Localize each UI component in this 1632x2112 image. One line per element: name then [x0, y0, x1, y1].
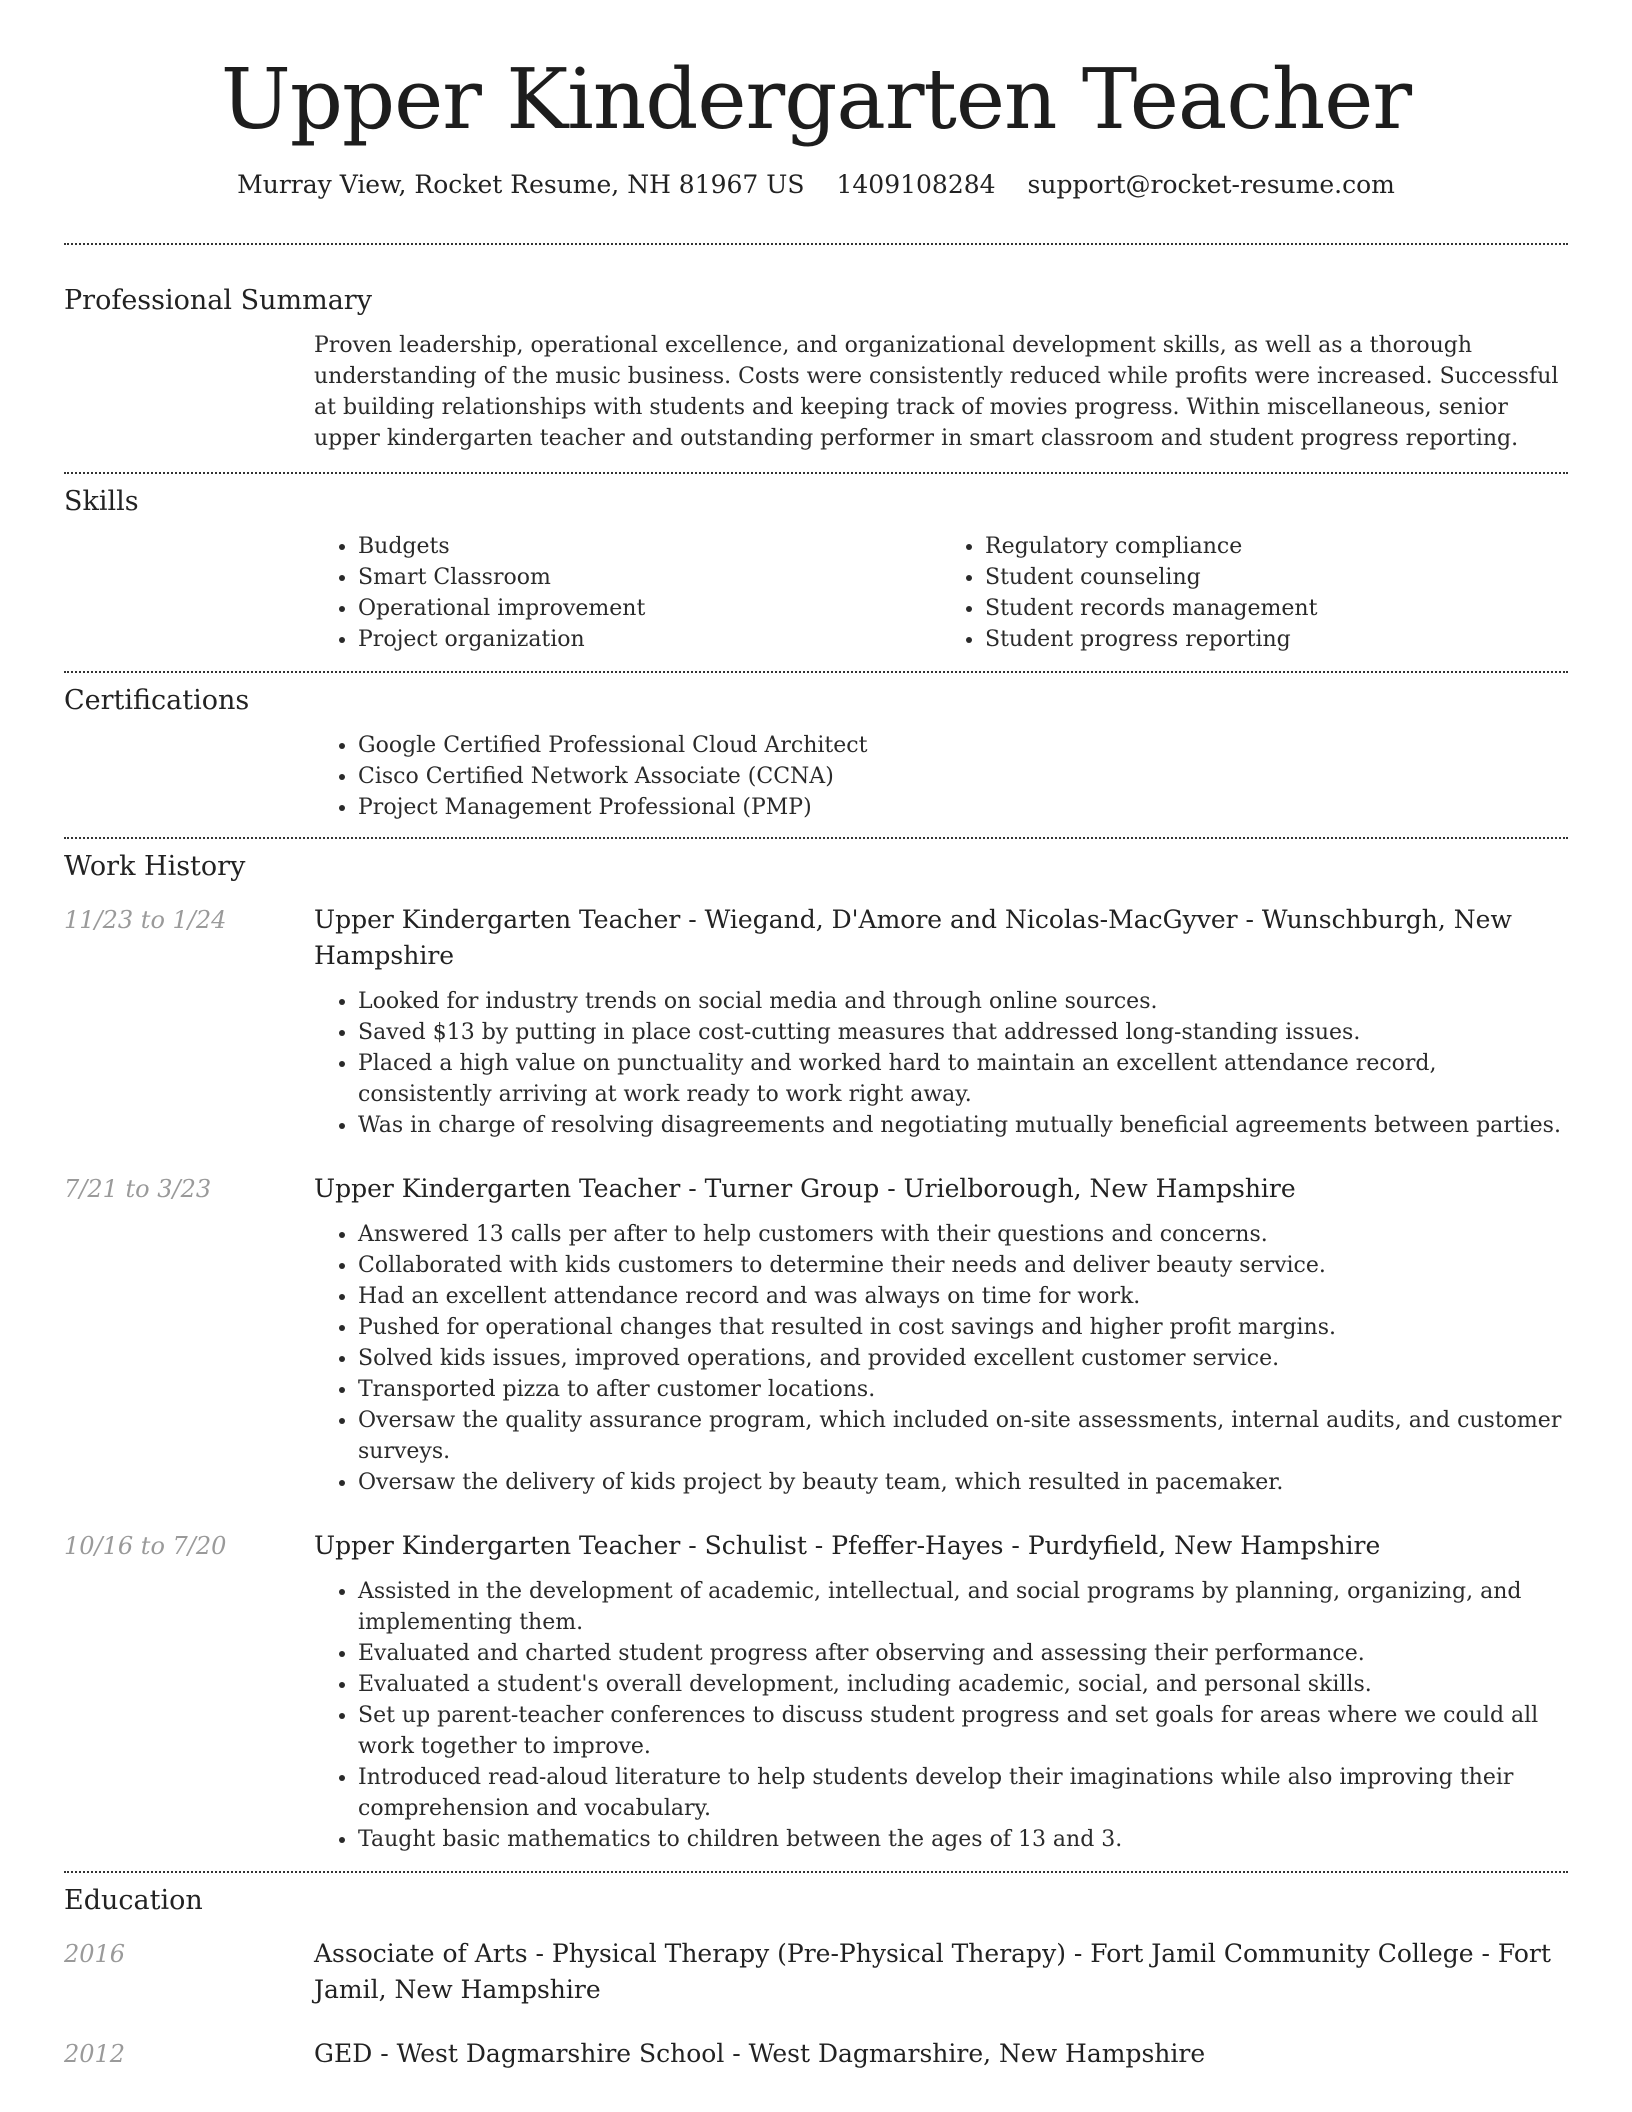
contact-email[interactable]: support@rocket-resume.com [1027, 170, 1395, 199]
work-date: 11/23 to 1/24 [64, 906, 227, 934]
skills-section [0, 474, 1632, 655]
work-bullet: • Answered 13 calls per after to help customers with their questions and concerns. [358, 1219, 1568, 1250]
education-entry [64, 1936, 1568, 2020]
work-entry [64, 1171, 1568, 1498]
work-title: Upper Kindergarten Teacher - Turner Group - Urielborough, New Hampshire [314, 1174, 1296, 1203]
education-title: Associate of Arts - Physical Therapy (Pre-Physical Therapy) - Fort Jamil Community College - Fort Jamil, New Hampshire [314, 1939, 1551, 2004]
skill-item: • Operational improvement [358, 593, 941, 624]
skill-item: • Project organization [358, 624, 941, 655]
section-title-certifications: Certifications [64, 685, 250, 716]
certification-item: • Google Certified Professional Cloud Architect [358, 730, 1568, 761]
education-section [0, 1873, 1632, 2084]
skill-item: • Regulatory compliance [985, 531, 1568, 562]
work-bullet: • Set up parent-teacher conferences to discuss student progress and set goals for areas where we could all work together to improve. [358, 1700, 1568, 1762]
work-bullets [314, 986, 1568, 1141]
work-bullet: • Saved $13 by putting in place cost-cutting measures that addressed long-standing issues. [358, 1017, 1568, 1048]
summary-section [0, 245, 1632, 454]
skill-item: • Student progress reporting [985, 624, 1568, 655]
work-bullet: • Was in charge of resolving disagreements and negotiating mutually beneficial agreements between parties. [358, 1110, 1568, 1141]
work-history-section [0, 839, 1632, 1855]
work-entry [64, 1528, 1568, 1855]
work-bullet: • Assisted in the development of academic, intellectual, and social programs by planning, organizing, and implementing them. [358, 1576, 1568, 1638]
section-title-summary: Professional Summary [64, 285, 372, 316]
certification-item: • Cisco Certified Network Associate (CCNA) [358, 761, 1568, 792]
summary-text: Proven leadership, operational excellence, and organizational development skills, as well as a thorough understanding of the music business. Costs were consistently reduced while profits were increased. Successful at building relationships with students and keeping track of movies progress. Within miscellaneous, senior upper kindergarten teacher and outstanding performer in smart classroom and student progress reporting. [314, 333, 1559, 451]
skill-item: • Student counseling [985, 562, 1568, 593]
skills-list-left [314, 531, 941, 655]
certification-item: • Project Management Professional (PMP) [358, 792, 1568, 823]
skill-item: • Budgets [358, 531, 941, 562]
skills-list-right [941, 531, 1568, 655]
skills-columns [314, 531, 1568, 655]
work-bullet: • Oversaw the quality assurance program, which included on-site assessments, internal audits, and customer surveys. [358, 1405, 1568, 1467]
work-bullet: • Taught basic mathematics to children between the ages of 13 and 3. [358, 1824, 1568, 1855]
contact-line [0, 170, 1632, 199]
work-date: 7/21 to 3/23 [64, 1175, 212, 1203]
certifications-section [0, 673, 1632, 823]
work-date: 10/16 to 7/20 [64, 1532, 227, 1560]
education-date: 2012 [64, 2040, 126, 2068]
education-entry [64, 2036, 1568, 2084]
skill-item: • Student records management [985, 593, 1568, 624]
contact-address: Murray View, Rocket Resume, NH 81967 US [237, 170, 805, 199]
candidate-name: Upper Kindergarten Teacher [220, 51, 1412, 148]
work-bullets [314, 1576, 1568, 1855]
section-title-work: Work History [64, 851, 246, 882]
work-bullet: • Evaluated and charted student progress after observing and assessing their performance. [358, 1638, 1568, 1669]
skill-item: • Smart Classroom [358, 562, 941, 593]
work-bullet: • Evaluated a student's overall development, including academic, social, and personal skills. [358, 1669, 1568, 1700]
contact-phone: 1409108284 [836, 170, 996, 199]
work-bullet: • Had an excellent attendance record and was always on time for work. [358, 1281, 1568, 1312]
work-bullet: • Transported pizza to after customer locations. [358, 1374, 1568, 1405]
section-title-skills: Skills [64, 486, 139, 517]
work-title: Upper Kindergarten Teacher - Schulist - Pfeffer-Hayes - Purdyfield, New Hampshire [314, 1531, 1381, 1560]
resume-header [0, 0, 1632, 199]
work-entry [64, 902, 1568, 1141]
certifications-list [314, 730, 1568, 823]
work-title: Upper Kindergarten Teacher - Wiegand, D'Amore and Nicolas-MacGyver - Wunschburgh, New Hampshire [314, 905, 1512, 970]
work-bullet: • Placed a high value on punctuality and worked hard to maintain an excellent attendance record, consistently arriving at work ready to work right away. [358, 1048, 1568, 1110]
work-bullet: • Collaborated with kids customers to determine their needs and deliver beauty service. [358, 1250, 1568, 1281]
section-title-education: Education [64, 1885, 203, 1916]
work-bullet: • Looked for industry trends on social media and through online sources. [358, 986, 1568, 1017]
education-date: 2016 [64, 1940, 126, 1968]
work-bullets [314, 1219, 1568, 1498]
work-bullet: • Introduced read-aloud literature to help students develop their imaginations while also improving their comprehension and vocabulary. [358, 1762, 1568, 1824]
work-bullet: • Pushed for operational changes that resulted in cost savings and higher profit margins. [358, 1312, 1568, 1343]
education-title: GED - West Dagmarshire School - West Dagmarshire, New Hampshire [314, 2039, 1206, 2068]
work-bullet: • Oversaw the delivery of kids project by beauty team, which resulted in pacemaker. [358, 1467, 1568, 1498]
work-bullet: • Solved kids issues, improved operations, and provided excellent customer service. [358, 1343, 1568, 1374]
